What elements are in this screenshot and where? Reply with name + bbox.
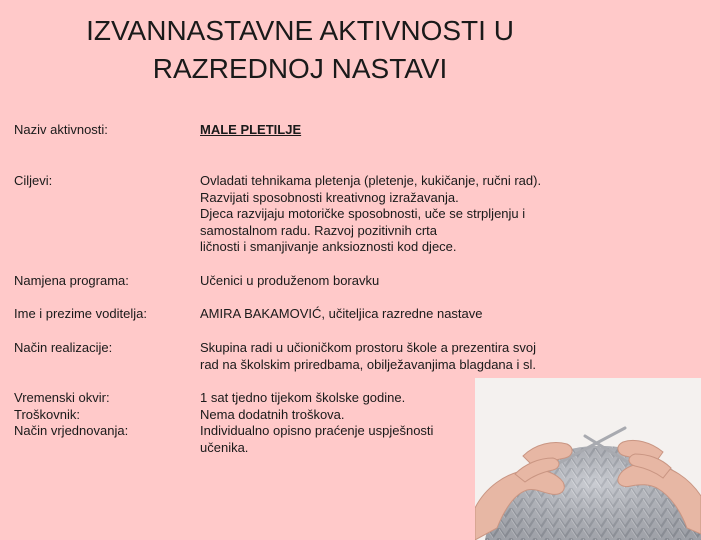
row-label bbox=[14, 390, 189, 440]
row-value bbox=[200, 273, 590, 290]
row-label bbox=[14, 273, 189, 290]
row-label bbox=[14, 340, 189, 357]
label-text: Način vrjednovanja: bbox=[14, 423, 129, 438]
hands-knitting-photo bbox=[475, 378, 701, 540]
label-text: Troškovnik: bbox=[14, 406, 80, 422]
value-line: ličnosti i smanjivanje anksioznosti kod djece. bbox=[200, 239, 457, 254]
value-line: AMIRA BAKAMOVIĆ, učiteljica razredne nastave bbox=[200, 306, 483, 321]
value-line: Nema dodatnih troškova. bbox=[200, 406, 345, 422]
knitting-illustration bbox=[475, 378, 701, 540]
row-value bbox=[200, 173, 590, 256]
row-label bbox=[14, 306, 189, 323]
row-label bbox=[14, 173, 189, 190]
label-text: Namjena programa: bbox=[14, 273, 129, 288]
slide-title bbox=[20, 12, 580, 88]
label-text: Ime i prezime voditelja: bbox=[14, 306, 147, 321]
row-value bbox=[200, 306, 590, 323]
value-line: rad na školskim priredbama, obilježavanjima blagdana i sl. bbox=[200, 356, 537, 372]
value-line: Ovladati tehnikama pletenja (pletenje, kukičanje, ručni rad). bbox=[200, 173, 542, 188]
value-line: učenika. bbox=[200, 439, 249, 455]
label-text: Naziv aktivnosti: bbox=[14, 122, 108, 137]
row-value bbox=[200, 340, 590, 373]
row-value bbox=[200, 122, 590, 139]
value-line: Djeca razvijaju motoričke sposobnosti, uče se strpljenju i bbox=[200, 206, 526, 221]
value-line: Skupina radi u učioničkom prostoru škole a prezentira svoj bbox=[200, 340, 537, 355]
label-text: Način realizacije: bbox=[14, 340, 113, 355]
title-line: IZVANNASTAVNE AKTIVNOSTI U bbox=[86, 15, 514, 46]
label-text: Ciljevi: bbox=[14, 173, 53, 188]
row-label bbox=[14, 122, 189, 139]
value-line: Učenici u produženom boravku bbox=[200, 273, 380, 288]
label-text: Vremenski okvir: bbox=[14, 390, 110, 405]
value-line: 1 sat tjedno tijekom školske godine. bbox=[200, 390, 406, 405]
title-line: RAZREDNOJ NASTAVI bbox=[152, 53, 448, 84]
value-line: Individualno opisno praćenje uspješnosti bbox=[200, 423, 434, 438]
value-line: Razvijati sposobnosti kreativnog izražavanja. bbox=[200, 189, 459, 205]
activity-name: MALE PLETILJE bbox=[200, 122, 302, 137]
value-line: samostalnom radu. Razvoj pozitivnih crta bbox=[200, 222, 437, 238]
